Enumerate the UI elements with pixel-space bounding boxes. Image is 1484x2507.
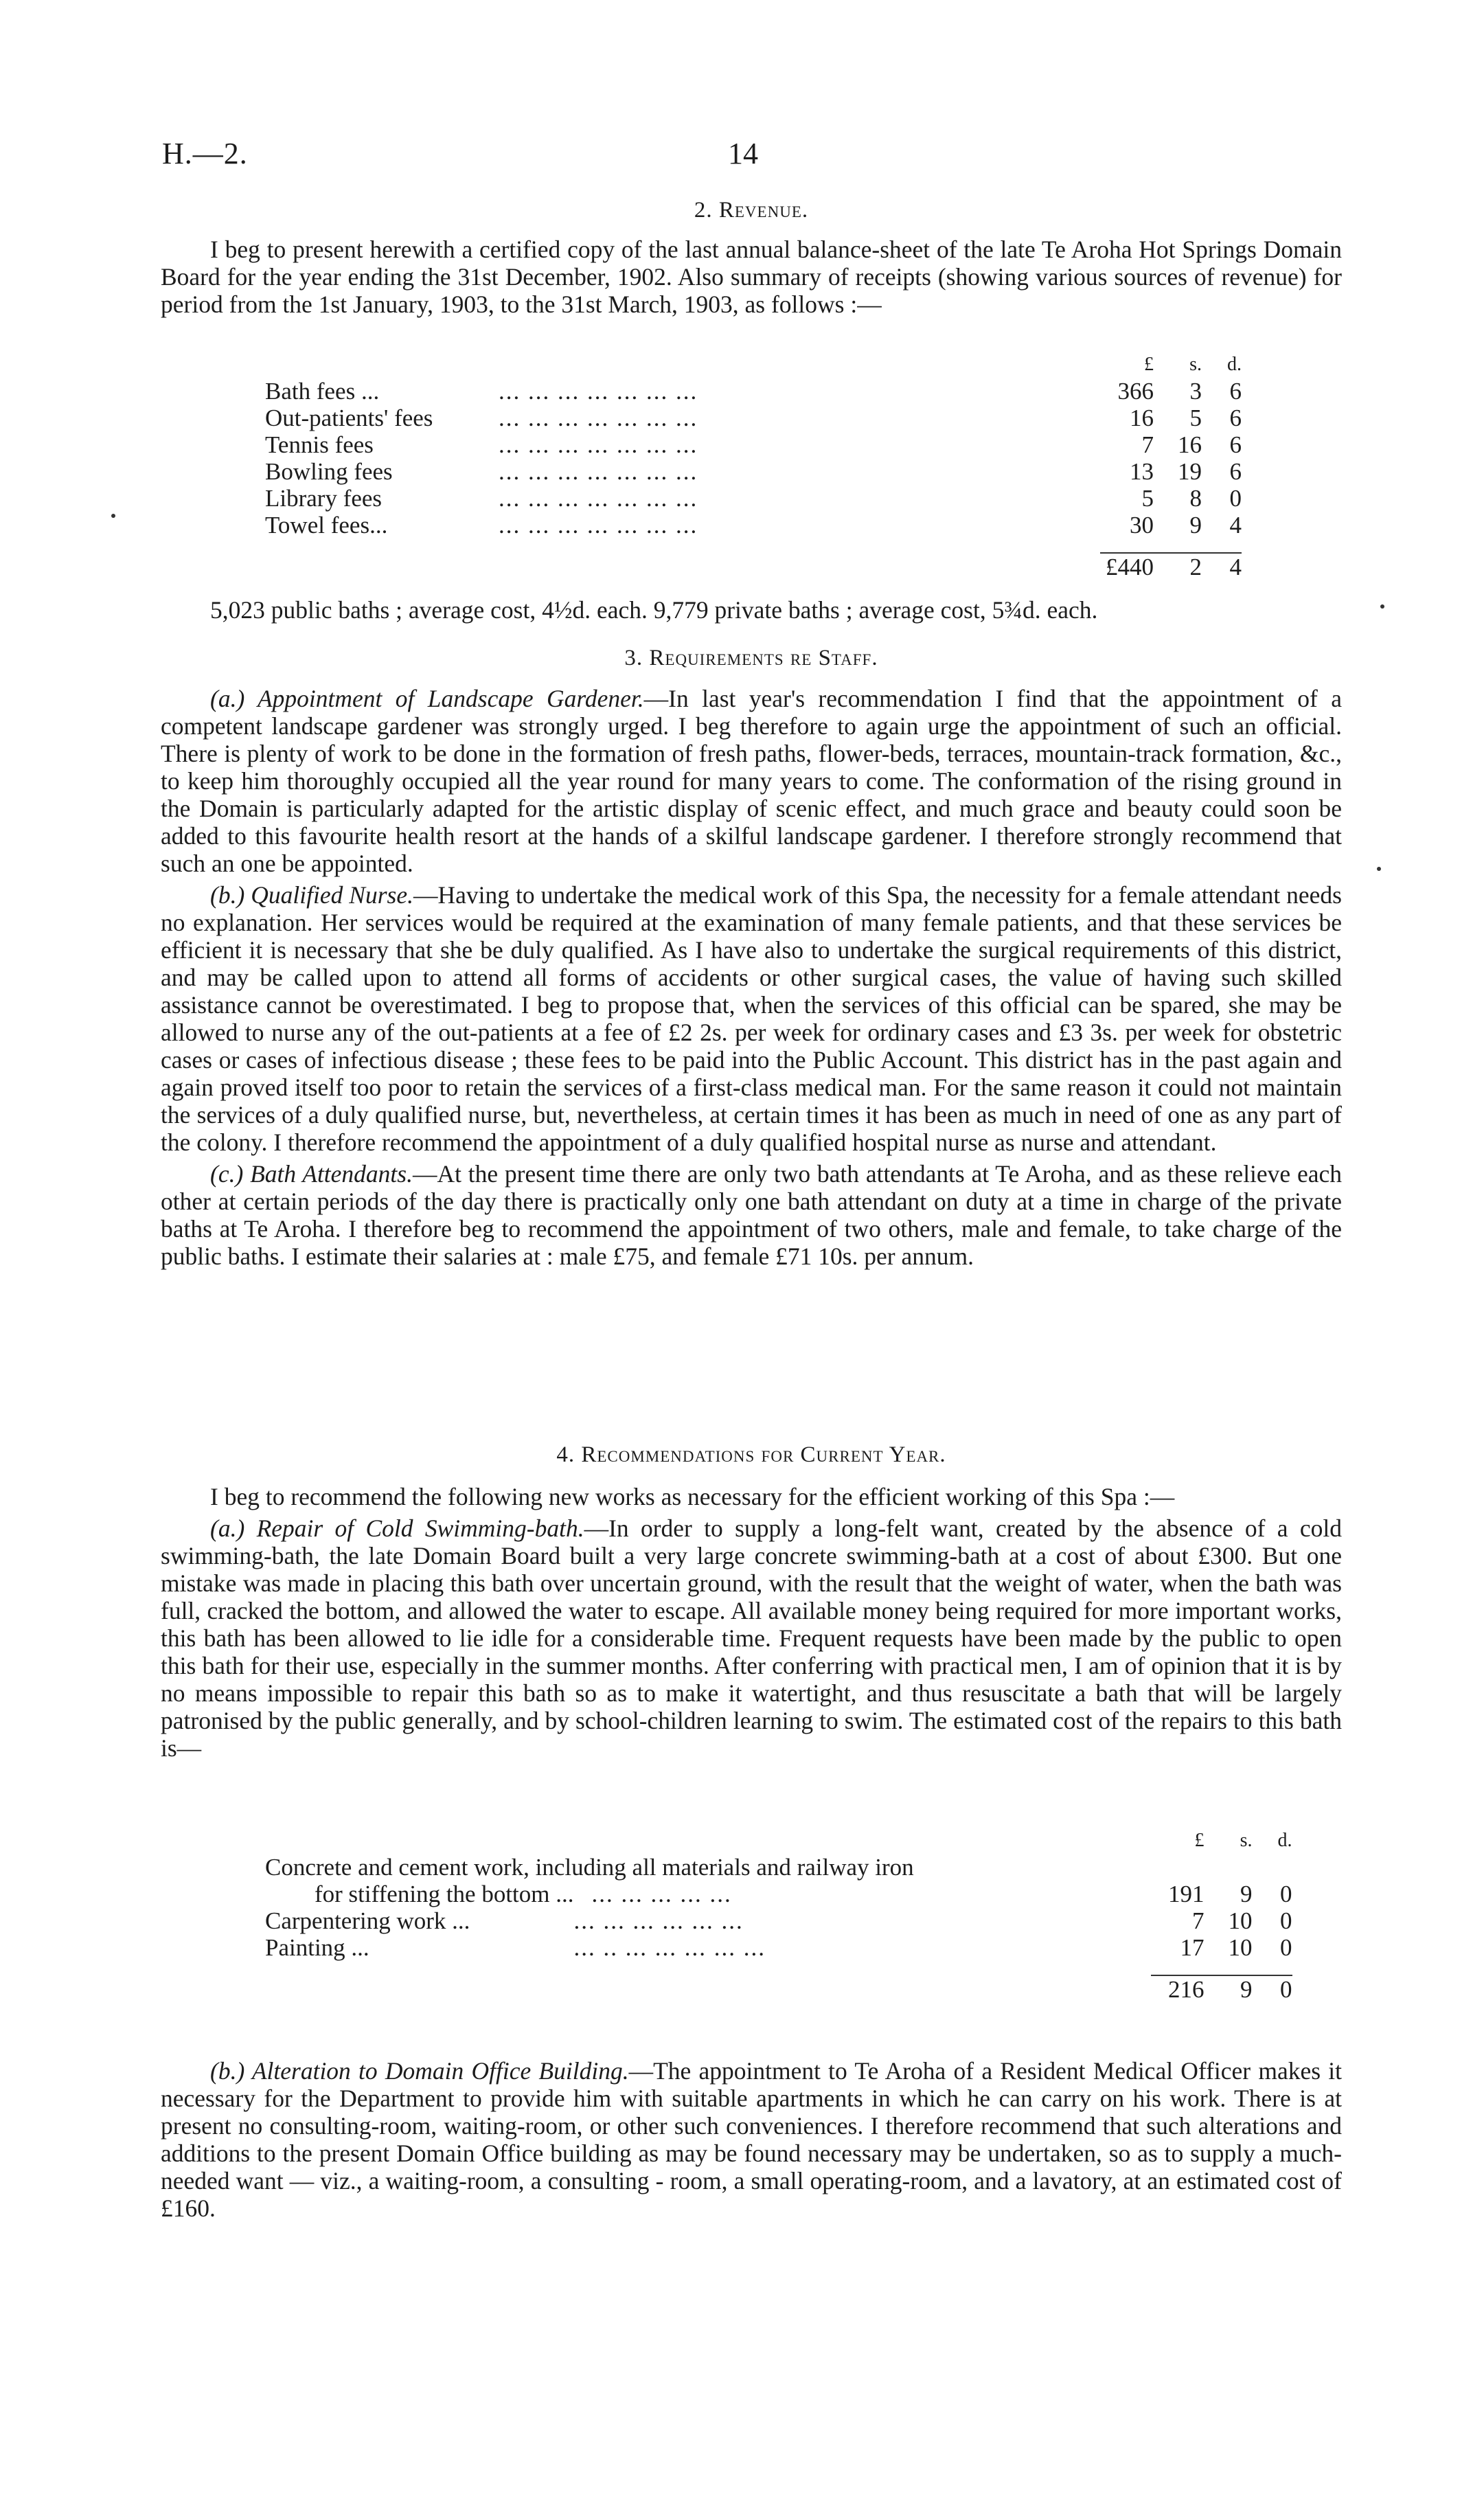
para-text: —The appointment to Te Aroha of a Resident Medical Officer makes it necessary for the Department to provide him with suitable apartments in which he can carry on his work. There is at present no consulting-room, waiting-room, or other such conveniences. I therefore recommend that such alterations and additions to the present Domain Office building as may be found necessary may be undertaken, so as to supply a much-needed want — viz., a waiting-room, a consulting - room, a small operating-room, and a lavatory, at an estimated cost of £160. [161,2057,1342,2222]
para-text: —In order to supply a long-felt want, created by the absence of a cold swimming-bath, the late Domain Board built a very large concrete swimming-bath at a cost of about £300. But one mistake was made in placing this bath over uncertain ground, with the result that the weight of water, when the bath was full, cracked the bottom, and allowed the water to escape. All available money being required for more important works, this bath has been allowed to lie idle for a considerable time. Frequent requests have been made by the public to open this bath for their use, especially in the summer months. After conferring with practical men, I am of opinion that it is by no means impossible to repair this bath so as to make it watertight, and thus resuscitate a bath that will be largely patronised by the public generally, and by school-children learning to swim. The estimated cost of the repairs to this bath is— [161,1515,1343,1762]
col-pounds: £ [1194,1830,1205,1851]
total-pounds: £440 [1100,553,1154,580]
row-label: Bowling fees [265,458,393,485]
row-shillings: 3 [1189,378,1202,405]
section-staff [161,646,1342,1270]
row-shillings: 8 [1189,485,1202,512]
para-title: (b.) Qualified Nurse. [210,881,413,909]
col-shillings: s. [1189,354,1202,375]
row-pence: 0 [1229,485,1242,512]
table-row [265,405,1242,431]
col-pence: d. [1227,354,1242,375]
total-pence: 4 [1202,553,1242,580]
para-text: —At the present time there are only two bath attendants at Te Aroha, and as these relieve each other at certain periods of the day there is practically only one bath attendant on duty at a time in charge of the private baths at Te Aroha. I therefore beg to recommend the appointment of two others, male and female, to take charge of the public baths. I estimate their salaries at : male £75, and female £71 10s. per annum. [161,1160,1342,1270]
row-pounds: 13 [1130,458,1154,485]
row-shillings: 9 [1240,1881,1253,1907]
row-leader: ... ... ... ... ... ... [573,1907,744,1934]
section-revenue [161,198,1342,318]
row-pounds: 7 [1141,431,1154,458]
row-label: Bath fees ... [265,378,380,405]
row-pence: 4 [1229,512,1242,538]
total-pounds: 216 [1151,1975,1205,2003]
row-shillings: 5 [1189,405,1202,431]
staff-para-attendants [161,1160,1342,1270]
col-pence: d. [1277,1830,1292,1851]
table-row [265,378,1242,405]
repair-cost-table [265,1827,1292,2003]
section-recommendations [161,1442,1342,1762]
row-shillings: 9 [1189,512,1202,538]
table-row [265,1934,1292,1961]
receipts-total-row [265,553,1242,580]
row-pence: 6 [1229,405,1242,431]
row-leader: ... ... ... ... ... [591,1881,732,1907]
para-title: (b.) Alteration to Domain Office Building. [210,2057,629,2085]
section-office-building [161,2057,1342,2222]
section-heading-staff: 3. Requirements re Staff. [624,646,878,670]
cost-total-row [265,1975,1292,2003]
receipts-header-row [265,351,1242,378]
page-number: 14 [728,137,758,170]
table-row [265,1881,1292,1907]
total-pence: 0 [1253,1975,1292,2003]
row-pounds: 16 [1130,405,1154,431]
staff-para-nurse [161,881,1342,1156]
table-row [265,512,1242,538]
cost-header-row [265,1827,1292,1854]
row-label: Tennis fees [265,431,374,458]
row-label: for stiffening the bottom ... [315,1881,574,1907]
row-pounds: 5 [1141,485,1154,512]
row-shillings: 16 [1178,431,1202,458]
print-speck [111,514,115,518]
para-title: (a.) Appointment of Landscape Gardener. [210,685,644,712]
row-pounds: 7 [1192,1907,1205,1934]
para-text: —In last year's recommendation I find that the appointment of a competent landscape gardener was strongly urged. I beg therefore to again urge the appointment of such an official. There is plenty of work to be done in the formation of fresh paths, flower-beds, terraces, mountain-track formation, &c., to keep him thoroughly occupied all the year round for many years to come. The conformation of the rising ground in the Domain is particularly adapted for the artistic display of scenic effect, and much grace and beauty could soon be added to this favourite health resort at the hands of a skilful landscape gardener. I therefore strongly recommend that such an one be appointed. [161,685,1342,877]
row-pence: 6 [1229,378,1242,405]
row-pence: 0 [1280,1881,1292,1907]
para-title: (c.) Bath Attendants. [210,1160,413,1188]
section-heading-recommendations: 4. Recommendations for Current Year. [556,1442,946,1467]
row-leader: ... ... ... ... ... ... ... [499,458,698,485]
table-row [265,485,1242,512]
rec-para-office-building [161,2057,1342,2222]
receipts-table [265,351,1242,580]
row-pence: 6 [1229,431,1242,458]
row-leader: ... ... ... ... ... ... ... [499,378,698,405]
row-label: Library fees [265,485,383,512]
rec-para-swimming-bath [161,1515,1342,1762]
row-pounds: 366 [1117,378,1154,405]
row-shillings: 19 [1178,458,1202,485]
para-text: —Having to undertake the medical work of this Spa, the necessity for a female attendant needs no explanation. Her services would be required at the examination of many female patients, and that these services be efficient it is necessary that she be duly qualified. As I have also to undertake the surgical requirements of this district, and may be called upon to attend all forms of accidents or other surgical cases, the value of having such skilled assistance cannot be overestimated. I beg to propose that, when the services of this official can be spared, she may be allowed to nurse any of the out-patients at a fee of £2 2s. per week for ordinary cases and £3 3s. per week for obstetric cases or cases of infectious disease ; these fees to be paid into the Public Account. This district has in the past again and again proved itself too poor to retain the services of a first-class medical man. For the same reason it could not maintain the services of a duly qualified nurse, but, nevertheless, at certain times it has been as much in need of one as any part of the colony. I therefore recommend the appointment of a duly qualified hospital nurse as nurse and attendant. [161,881,1342,1156]
recommendations-intro: I beg to recommend the following new works as necessary for the efficient working of this Spa :— [210,1483,1175,1510]
row-pounds: 17 [1180,1934,1205,1961]
table-row [265,458,1242,485]
row-shillings: 10 [1228,1934,1253,1961]
baths-statistics: 5,023 public baths ; average cost, 4½d. each. 9,779 private baths ; average cost, 5¾d. each. [210,596,1098,624]
total-shillings: 2 [1154,553,1202,580]
row-label: Carpentering work ... [265,1907,470,1934]
total-shillings: 9 [1205,1975,1253,2003]
row-leader: ... .. ... ... ... ... ... [573,1934,766,1961]
row-leader: ... ... ... ... ... ... ... [499,431,698,458]
section-heading-revenue: 2. Revenue. [694,198,809,223]
print-speck [1377,867,1381,871]
staff-para-gardener [161,685,1342,877]
table-row [265,1907,1292,1934]
row-leader: ... ... ... ... ... ... ... [499,405,698,431]
para-title: (a.) Repair of Cold Swimming-bath. [210,1515,584,1542]
row-pounds: 30 [1130,512,1154,538]
row-label: Concrete and cement work, including all materials and railway iron [265,1854,914,1881]
print-speck [1380,604,1384,609]
row-pounds: 191 [1168,1881,1205,1907]
revenue-intro: I beg to present herewith a certified copy of the last annual balance-sheet of the late Te Aroha Hot Springs Domain Board for the year ending the 31st December, 1902. Also summary of receipts (showing various sources of revenue) for period from the 1st January, 1903, to the 31st March, 1903, as follows :— [161,236,1342,318]
col-pounds: £ [1144,354,1154,375]
table-row [265,431,1242,458]
row-pence: 6 [1229,458,1242,485]
row-label: Out-patients' fees [265,405,433,431]
row-label: Painting ... [265,1934,369,1961]
col-shillings: s. [1240,1830,1253,1851]
row-pence: 0 [1280,1907,1292,1934]
row-leader: ... ... ... ... ... ... ... [499,485,698,512]
row-leader: ... ... ... ... ... ... ... [499,512,698,538]
row-label: Towel fees... [265,512,388,538]
row-pence: 0 [1280,1934,1292,1961]
report-reference: H.—2. [162,137,248,170]
row-shillings: 10 [1228,1907,1253,1934]
table-row [265,1854,1292,1881]
